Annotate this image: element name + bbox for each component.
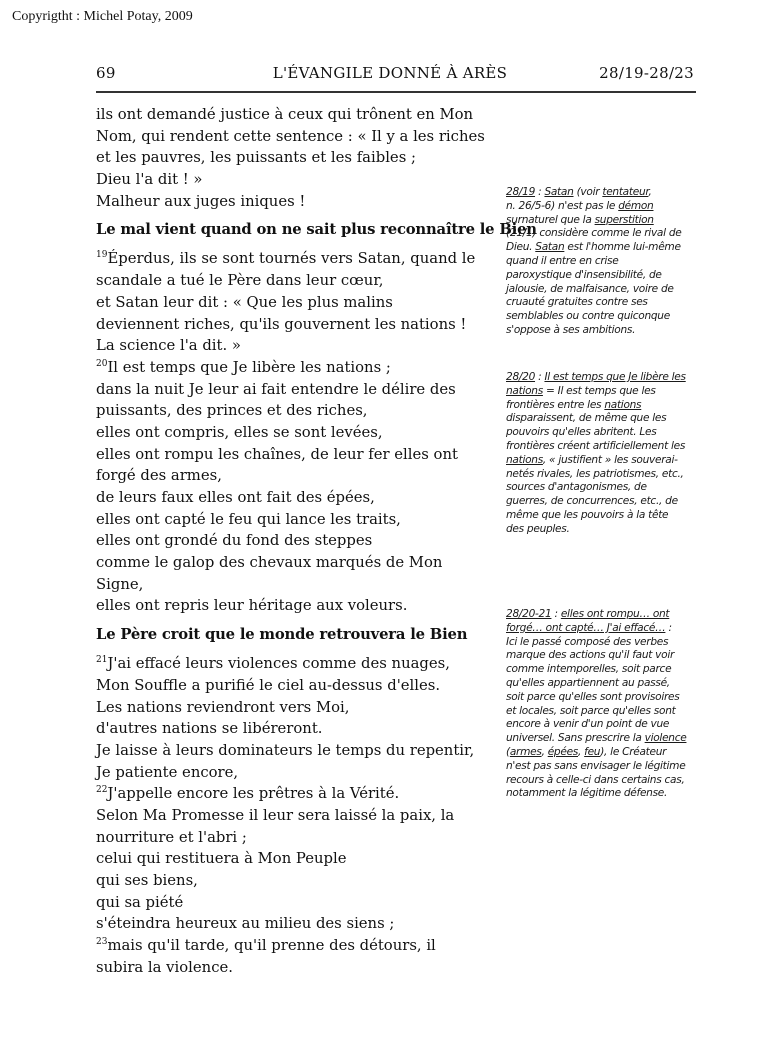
- text-line: Mon Souffle a purifié le ciel au-dessus d'elles.: [96, 676, 441, 694]
- margin-note-28-20-21: 28/20-21 : elles ont rompu… ont forgé… ont capté… J'ai effacé… : Ici le passé composé des verbes marque des actions qu'il faut voir comme intemporelles, soit parce qu'elles appartiennent au passé, soit parce qu'elles sont provisoires et locales, soit parce qu'elles sont encore à venir d'un point de vue universel. Sans prescrire la violence (armes, épées, feu), le Créateur n'est pas sans envisager le légitime recours à celle-ci dans certains cas, notamment la légitime défense.: [506, 608, 687, 800]
- text-line: $^{22}$J'appelle encore les prêtres à la Vérité.: [96, 785, 400, 803]
- text-line: elles ont rompu les chaînes, de leur fer elles ont: [96, 445, 458, 463]
- text-line: $^{19}$Éperdus, ils se sont tournés vers Satan, quand le: [96, 250, 476, 268]
- text-line: qui sa piété: [96, 893, 184, 911]
- verse-number: 20: [96, 358, 108, 369]
- text-line: Signe,: [96, 575, 144, 593]
- text-line: Selon Ma Promesse il leur sera laissé la paix, la: [96, 806, 455, 824]
- verse-reference: 28/19-28/23: [599, 64, 694, 82]
- verse-number: 21: [96, 655, 108, 666]
- text-line: elles ont grondé du fond des steppes: [96, 532, 373, 550]
- text-line: Les nations reviendront vers Moi,: [96, 698, 350, 716]
- text-line: Nom, qui rendent cette sentence : « Il y a les riches: [96, 127, 485, 145]
- text-line: celui qui restituera à Mon Peuple: [96, 850, 347, 868]
- header-rule: [96, 91, 696, 93]
- text-line: elles ont capté le feu qui lance les traits,: [96, 510, 401, 528]
- text-line: puissants, des princes et des riches,: [96, 402, 368, 420]
- page-number: 69: [96, 64, 116, 82]
- text-line: Je patiente encore,: [96, 763, 239, 781]
- text-line: Malheur aux juges iniques !: [96, 192, 306, 210]
- text-line: elles ont repris leur héritage aux voleurs.: [96, 597, 408, 615]
- text-line: forgé des armes,: [96, 467, 222, 485]
- text-line: $^{21}$J'ai effacé leurs violences comme des nuages,: [96, 655, 450, 673]
- text-line: comme le galop des chevaux marqués de Mon: [96, 554, 443, 572]
- text-line: La science l'a dit. »: [96, 337, 241, 355]
- text-line: Dieu l'a dit ! »: [96, 171, 203, 189]
- text-line: ils ont demandé justice à ceux qui trônent en Mon: [96, 106, 474, 123]
- margin-note-28-20: 28/20 : Il est temps que Je libère les nations = Il est temps que les frontières entre les nations disparaissent, de même que les pouvoirs qu'elles abritent. Les frontières créent artificiellement les nations, « justifient » les souverai- netés rivales, les patriotismes, etc., sources d'antagonismes, de guerres, de concurrences, etc., de même que les pouvoirs à la tête des peuples.: [506, 371, 686, 535]
- text-line: scandale a tué le Père dans leur cœur,: [96, 272, 384, 290]
- text-line: Je laisse à leurs dominateurs le temps du repentir,: [96, 741, 475, 759]
- text-line: dans la nuit Je leur ai fait entendre le délire des: [96, 380, 456, 398]
- text-line: subira la violence.: [96, 958, 233, 976]
- verse-number: 23: [96, 937, 108, 948]
- text-line: elles ont compris, elles se sont levées,: [96, 423, 383, 441]
- margin-note-28-19: 28/19 : Satan (voir tentateur, n. 26/5-6) n'est pas le démon surnaturel que la superstition (21/1) considère comme le rival de Dieu. Satan est l'homme lui-même quand il entre en crise paroxystique d'insensibilité, de jalousie, de malfaisance, voire de cruauté gratuites contre ses semblables ou contre quiconque s'oppose à ses ambitions.: [506, 186, 682, 336]
- text-line: $^{20}$Il est temps que Je libère les nations ;: [96, 358, 391, 376]
- text-line: deviennent riches, qu'ils gouvernent les nations !: [96, 315, 467, 333]
- text-line: nourriture et l'abri ;: [96, 828, 247, 846]
- text-line: s'éteindra heureux au milieu des siens ;: [96, 915, 395, 933]
- verse-number: 22: [96, 785, 108, 796]
- main-text: [96, 104, 537, 978]
- verse-number: 19: [96, 250, 108, 261]
- text-line: de leurs faux elles ont fait des épées,: [96, 489, 375, 506]
- text-line: d'autres nations se libéreront.: [96, 720, 323, 738]
- text-line: et les pauvres, les puissants et les faibles ;: [96, 149, 416, 167]
- text-line: qui ses biens,: [96, 872, 198, 889]
- text-line: et Satan leur dit : « Que les plus malins: [96, 293, 393, 311]
- running-title: L'ÉVANGILE DONNÉ À ARÈS: [272, 64, 508, 82]
- copyright-notice: Copyrigtht : Michel Potay, 2009: [12, 9, 193, 24]
- section-heading: Le mal vient quand on ne sait plus reconnaître le Bien: [96, 221, 537, 239]
- text-line: $^{23}$mais qu'il tarde, qu'il prenne des détours, il: [96, 937, 436, 955]
- section-heading: Le Père croit que le monde retrouvera le Bien: [96, 626, 468, 644]
